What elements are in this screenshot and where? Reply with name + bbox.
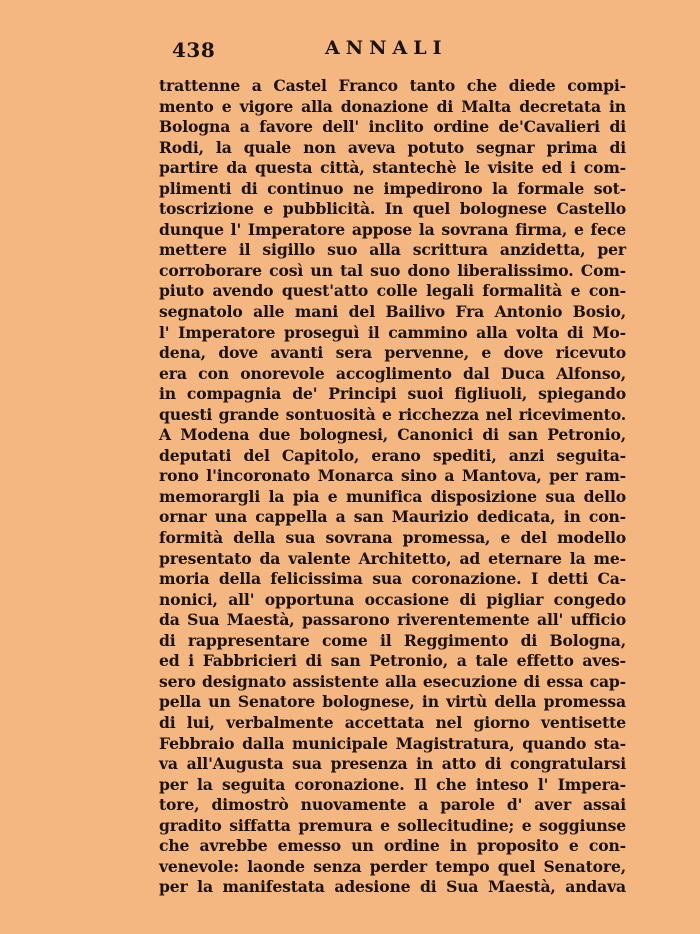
text-line: A Modena due bolognesi, Canonici di san Petronio, <box>159 425 626 445</box>
text-line: segnatolo alle mani del Bailivo Fra Antonio Bosio, <box>159 302 626 322</box>
text-line: dunque l' Imperatore appose la sovrana firma, e fece <box>159 219 626 239</box>
text-line: partire da questa città, stantechè le visite ed i com- <box>159 158 626 178</box>
body-text <box>159 76 626 898</box>
page-number: 438 <box>172 38 216 62</box>
text-line: memorargli la pia e munifica disposizione sua dello <box>159 486 626 506</box>
text-line: ornar una cappella a san Maurizio dedicata, in con- <box>159 507 626 527</box>
text-line: moria della felicissima sua coronazione. I detti Ca- <box>159 569 626 589</box>
text-line: rono l'incoronato Monarca sino a Mantova, per ram- <box>159 466 626 486</box>
text-line: Rodi, la quale non aveva potuto segnar prima di <box>159 137 626 157</box>
text-line: piuto avendo quest'atto colle legali formalità e con- <box>159 281 626 301</box>
text-line: l' Imperatore proseguì il cammino alla volta di Mo- <box>159 322 626 342</box>
text-line: mento e vigore alla donazione di Malta decretata in <box>159 96 626 116</box>
text-line: di lui, verbalmente accettata nel giorno ventisette <box>159 712 626 732</box>
text-line: per la manifestata adesione di Sua Maestà, andava <box>159 877 626 897</box>
text-line: deputati del Capitolo, erano spediti, anzi seguita- <box>159 445 626 465</box>
text-line: nonici, all' opportuna occasione di pigliar congedo <box>159 589 626 609</box>
text-line: corroborare così un tal suo dono liberalissimo. Com- <box>159 260 626 280</box>
text-line: dena, dove avanti sera pervenne, e dove ricevuto <box>159 343 626 363</box>
text-line: gradito siffatta premura e sollecitudine; e soggiunse <box>159 815 626 835</box>
text-line: sero designato assistente alla esecuzione di essa cap- <box>159 671 626 691</box>
text-line: mettere il sigillo suo alla scrittura anzidetta, per <box>159 240 626 260</box>
text-line: era con onorevole accoglimento dal Duca Alfonso, <box>159 363 626 383</box>
text-line: pella un Senatore bolognese, in virtù della promessa <box>159 692 626 712</box>
text-line: formità della sua sovrana promessa, e del modello <box>159 528 626 548</box>
text-line: che avrebbe emesso un ordine in proposito e con- <box>159 836 626 856</box>
text-line: da Sua Maestà, passarono riverentemente all' ufficio <box>159 610 626 630</box>
text-line: in compagnia de' Principi suoi figliuoli, spiegando <box>159 384 626 404</box>
text-line: ed i Fabbricieri di san Petronio, a tale effetto aves- <box>159 651 626 671</box>
text-line: Bologna a favore dell' inclito ordine de'Cavalieri di <box>159 117 626 137</box>
text-line: venevole: laonde senza perder tempo quel Senatore, <box>159 856 626 876</box>
text-line: per la seguita coronazione. Il che inteso l' Impera- <box>159 774 626 794</box>
text-line: Febbraio dalla municipale Magistratura, quando sta- <box>159 733 626 753</box>
text-line: presentato da valente Architetto, ad eternare la me- <box>159 548 626 568</box>
text-line: plimenti di continuo ne impedirono la formale sot- <box>159 178 626 198</box>
text-line: tore, dimostrò nuovamente a parole d' aver assai <box>159 795 626 815</box>
text-line: toscrizione e pubblicità. In quel bolognese Castello <box>159 199 626 219</box>
text-line: trattenne a Castel Franco tanto che diede compi- <box>159 76 626 95</box>
text-line: va all'Augusta sua presenza in atto di congratularsi <box>159 754 626 774</box>
text-line: questi grande sontuosità e ricchezza nel ricevimento. <box>159 404 626 424</box>
text-line: di rappresentare come il Reggimento di Bologna, <box>159 630 626 650</box>
running-head: ANNALI <box>325 37 448 59</box>
